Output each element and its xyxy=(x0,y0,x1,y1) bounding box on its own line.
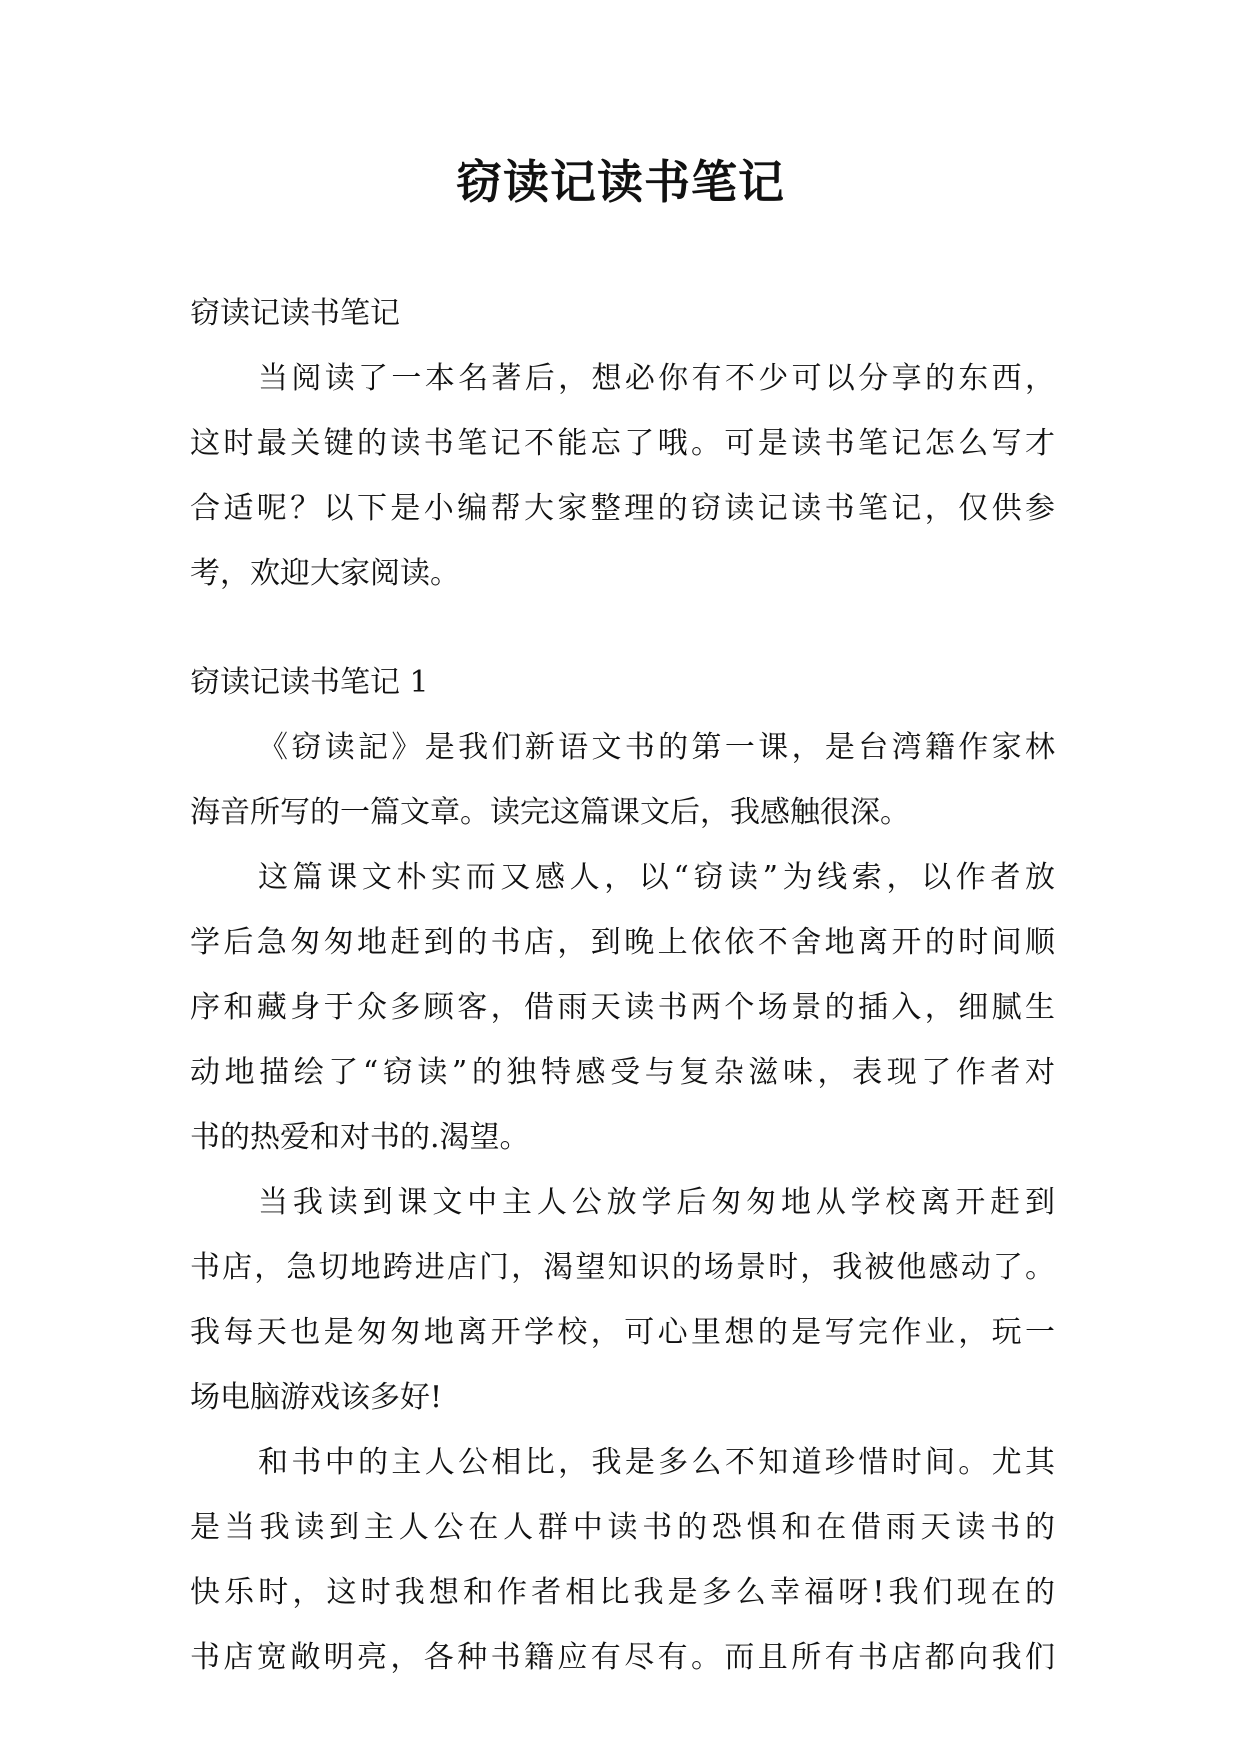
paragraph-line: 动地描绘了“窃读”的独特感受与复杂滋味，表现了作者对 xyxy=(190,1055,1055,1090)
paragraph-line: 序和藏身于众多顾客，借雨天读书两个场景的插入，细腻生 xyxy=(190,990,1055,1025)
section-heading: 窃读记读书笔记 1 xyxy=(190,665,429,700)
paragraph-line: 书店，急切地跨进店门，渴望知识的场景时，我被他感动了。 xyxy=(190,1250,1055,1285)
paragraph-line: 书店宽敞明亮，各种书籍应有尽有。而且所有书店都向我们 xyxy=(190,1640,1055,1675)
paragraph-line: 快乐时，这时我想和作者相比我是多么幸福呀!我们现在的 xyxy=(190,1575,1055,1610)
paragraph-line: 书的热爱和对书的.渴望。 xyxy=(190,1120,530,1155)
paragraph-line: 我每天也是匆匆地离开学校，可心里想的是写完作业，玩一 xyxy=(190,1315,1055,1350)
paragraph-line: 学后急匆匆地赶到的书店，到晚上依依不舍地离开的时间顺 xyxy=(190,925,1055,960)
paragraph-line: 和书中的主人公相比，我是多么不知道珍惜时间。尤其 xyxy=(258,1445,1055,1480)
paragraph-line: 当我读到课文中主人公放学后匆匆地从学校离开赶到 xyxy=(258,1185,1055,1220)
intro-line-2: 这时最关键的读书笔记不能忘了哦。可是读书笔记怎么写才 xyxy=(190,426,1055,461)
paragraph-line: 《窃读記》是我们新语文书的第一课，是台湾籍作家林 xyxy=(258,730,1055,765)
intro-line-3: 合适呢？以下是小编帮大家整理的窃读记读书笔记，仅供参 xyxy=(190,491,1055,526)
paragraph-line: 这篇课文朴实而又感人，以“窃读”为线索，以作者放 xyxy=(258,860,1055,895)
intro-line-1: 当阅读了一本名著后，想必你有不少可以分享的东西， xyxy=(258,361,1055,396)
intro-line-4: 考，欢迎大家阅读。 xyxy=(190,556,460,591)
paragraph-line: 海音所写的一篇文章。读完这篇课文后，我感触很深。 xyxy=(190,795,910,830)
document-title: 窃读记读书笔记 xyxy=(456,155,785,209)
paragraph-line: 场电脑游戏该多好! xyxy=(190,1380,443,1415)
paragraph-line: 是当我读到主人公在人群中读书的恐惧和在借雨天读书的 xyxy=(190,1510,1055,1545)
document-subtitle: 窃读记读书笔记 xyxy=(190,296,400,331)
